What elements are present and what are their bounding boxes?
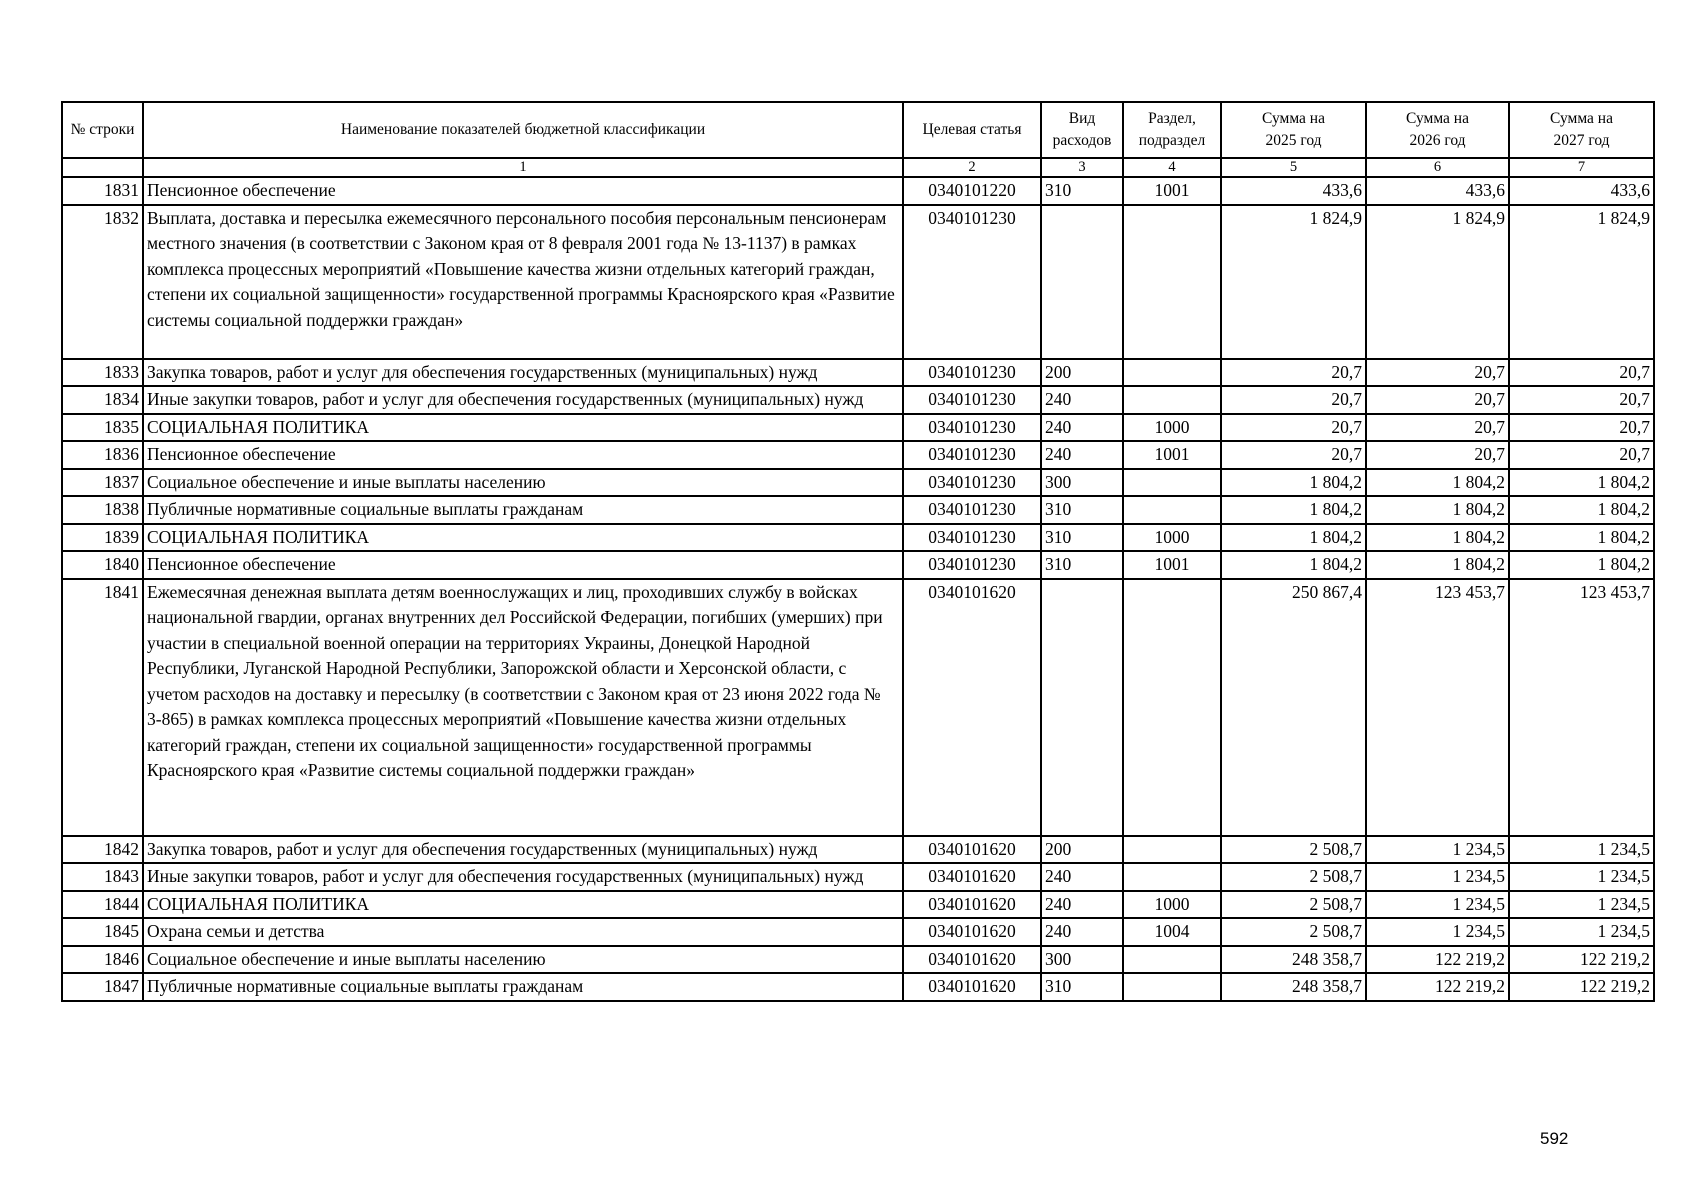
row-number: 1838 [62, 496, 143, 524]
row-sum-2025: 248 358,7 [1221, 946, 1366, 974]
row-target-article: 0340101620 [903, 891, 1041, 919]
column-number: 2 [903, 158, 1041, 177]
row-number: 1840 [62, 551, 143, 579]
row-number: 1833 [62, 359, 143, 387]
row-expense-kind: 310 [1041, 496, 1123, 524]
table-row [62, 524, 1654, 552]
row-expense-kind: 240 [1041, 441, 1123, 469]
column-number [62, 158, 143, 177]
table-row [62, 579, 1654, 836]
row-sum-2025: 2 508,7 [1221, 918, 1366, 946]
row-sum-2026: 1 804,2 [1366, 496, 1509, 524]
header-sum-2026-line2: 2026 год [1409, 132, 1466, 149]
table-row [62, 946, 1654, 974]
row-name: Социальное обеспечение и иные выплаты населению [143, 469, 903, 497]
row-target-article: 0340101620 [903, 918, 1041, 946]
row-sum-2027: 1 234,5 [1509, 918, 1654, 946]
column-number: 4 [1123, 158, 1221, 177]
row-section [1123, 205, 1221, 359]
header-target-article: Целевая статья [903, 102, 1041, 158]
row-sum-2026: 1 234,5 [1366, 863, 1509, 891]
row-sum-2027: 1 804,2 [1509, 551, 1654, 579]
row-name: Публичные нормативные социальные выплаты гражданам [143, 496, 903, 524]
row-sum-2025: 2 508,7 [1221, 891, 1366, 919]
row-sum-2027: 123 453,7 [1509, 579, 1654, 836]
column-number: 7 [1509, 158, 1654, 177]
table-row [62, 205, 1654, 359]
table-row [62, 386, 1654, 414]
header-expense-kind [1041, 102, 1123, 158]
row-section [1123, 386, 1221, 414]
row-sum-2026: 20,7 [1366, 359, 1509, 387]
table-row [62, 469, 1654, 497]
header-expense-kind-line2: расходов [1052, 132, 1112, 149]
row-expense-kind: 240 [1041, 414, 1123, 442]
row-target-article: 0340101620 [903, 863, 1041, 891]
row-section [1123, 863, 1221, 891]
row-section [1123, 579, 1221, 836]
row-name: Социальное обеспечение и иные выплаты населению [143, 946, 903, 974]
row-sum-2025: 2 508,7 [1221, 836, 1366, 864]
row-name: Публичные нормативные социальные выплаты гражданам [143, 973, 903, 1001]
header-sum-2025-line1: Сумма на [1262, 110, 1325, 127]
row-expense-kind: 310 [1041, 551, 1123, 579]
row-number: 1839 [62, 524, 143, 552]
row-sum-2026: 123 453,7 [1366, 579, 1509, 836]
row-sum-2026: 1 824,9 [1366, 205, 1509, 359]
row-number: 1846 [62, 946, 143, 974]
row-name: Пенсионное обеспечение [143, 441, 903, 469]
row-sum-2025: 248 358,7 [1221, 973, 1366, 1001]
row-sum-2027: 20,7 [1509, 441, 1654, 469]
table-row [62, 836, 1654, 864]
row-expense-kind: 310 [1041, 973, 1123, 1001]
row-sum-2025: 20,7 [1221, 359, 1366, 387]
row-expense-kind: 310 [1041, 177, 1123, 205]
row-name: Иные закупки товаров, работ и услуг для обеспечения государственных (муниципальных) нужд [143, 386, 903, 414]
row-sum-2027: 1 804,2 [1509, 496, 1654, 524]
row-sum-2027: 122 219,2 [1509, 946, 1654, 974]
table-row [62, 863, 1654, 891]
row-section [1123, 946, 1221, 974]
row-sum-2026: 1 804,2 [1366, 524, 1509, 552]
row-sum-2026: 1 804,2 [1366, 551, 1509, 579]
row-name: СОЦИАЛЬНАЯ ПОЛИТИКА [143, 414, 903, 442]
row-expense-kind: 310 [1041, 524, 1123, 552]
row-expense-kind: 200 [1041, 836, 1123, 864]
row-number: 1844 [62, 891, 143, 919]
row-name: Пенсионное обеспечение [143, 551, 903, 579]
header-expense-kind-line1: Вид [1068, 110, 1096, 127]
header-sum-2025 [1221, 102, 1366, 158]
header-name: Наименование показателей бюджетной классификации [143, 102, 903, 158]
row-target-article: 0340101230 [903, 359, 1041, 387]
row-target-article: 0340101230 [903, 205, 1041, 359]
row-sum-2027: 1 234,5 [1509, 836, 1654, 864]
row-target-article: 0340101220 [903, 177, 1041, 205]
row-target-article: 0340101230 [903, 441, 1041, 469]
table-row [62, 441, 1654, 469]
header-row [62, 102, 1654, 158]
row-target-article: 0340101620 [903, 973, 1041, 1001]
row-sum-2027: 20,7 [1509, 414, 1654, 442]
header-sum-2027-line2: 2027 год [1553, 132, 1610, 149]
budget-table [61, 101, 1655, 1002]
row-expense-kind: 300 [1041, 946, 1123, 974]
row-number: 1847 [62, 973, 143, 1001]
row-sum-2025: 2 508,7 [1221, 863, 1366, 891]
row-sum-2025: 1 804,2 [1221, 551, 1366, 579]
row-sum-2025: 250 867,4 [1221, 579, 1366, 836]
row-sum-2026: 1 234,5 [1366, 918, 1509, 946]
row-section: 1001 [1123, 551, 1221, 579]
row-sum-2025: 20,7 [1221, 414, 1366, 442]
row-expense-kind: 240 [1041, 863, 1123, 891]
row-target-article: 0340101620 [903, 836, 1041, 864]
row-number: 1841 [62, 579, 143, 836]
table-row [62, 891, 1654, 919]
row-name: Иные закупки товаров, работ и услуг для обеспечения государственных (муниципальных) нужд [143, 863, 903, 891]
header-section [1123, 102, 1221, 158]
row-target-article: 0340101230 [903, 551, 1041, 579]
row-section [1123, 496, 1221, 524]
row-target-article: 0340101230 [903, 496, 1041, 524]
row-sum-2026: 122 219,2 [1366, 973, 1509, 1001]
row-section [1123, 836, 1221, 864]
page-number: 592 [1540, 1129, 1569, 1148]
row-sum-2026: 1 234,5 [1366, 836, 1509, 864]
header-section-line1: Раздел, [1148, 110, 1196, 127]
table-row [62, 359, 1654, 387]
row-number: 1842 [62, 836, 143, 864]
row-expense-kind: 200 [1041, 359, 1123, 387]
row-number: 1834 [62, 386, 143, 414]
row-section [1123, 973, 1221, 1001]
row-target-article: 0340101230 [903, 524, 1041, 552]
row-sum-2025: 20,7 [1221, 386, 1366, 414]
row-section: 1001 [1123, 177, 1221, 205]
table-row [62, 551, 1654, 579]
row-sum-2026: 20,7 [1366, 386, 1509, 414]
row-name: Пенсионное обеспечение [143, 177, 903, 205]
column-number: 1 [143, 158, 903, 177]
row-target-article: 0340101230 [903, 469, 1041, 497]
row-sum-2025: 1 824,9 [1221, 205, 1366, 359]
row-section [1123, 359, 1221, 387]
column-number: 3 [1041, 158, 1123, 177]
row-sum-2027: 1 824,9 [1509, 205, 1654, 359]
table-row [62, 918, 1654, 946]
column-number-row [62, 158, 1654, 177]
table-row [62, 973, 1654, 1001]
row-sum-2027: 20,7 [1509, 359, 1654, 387]
header-section-line2: подраздел [1138, 132, 1206, 149]
row-name: Закупка товаров, работ и услуг для обеспечения государственных (муниципальных) нужд [143, 359, 903, 387]
row-sum-2027: 1 804,2 [1509, 469, 1654, 497]
row-expense-kind: 240 [1041, 386, 1123, 414]
row-sum-2027: 433,6 [1509, 177, 1654, 205]
header-sum-2027-line1: Сумма на [1550, 110, 1613, 127]
row-number: 1832 [62, 205, 143, 359]
header-sum-2026 [1366, 102, 1509, 158]
row-sum-2025: 433,6 [1221, 177, 1366, 205]
row-section: 1000 [1123, 524, 1221, 552]
row-sum-2025: 1 804,2 [1221, 469, 1366, 497]
row-expense-kind: 300 [1041, 469, 1123, 497]
row-section: 1000 [1123, 891, 1221, 919]
row-sum-2026: 122 219,2 [1366, 946, 1509, 974]
row-name: Охрана семьи и детства [143, 918, 903, 946]
row-name: Выплата, доставка и пересылка ежемесячного персонального пособия персональным пенсионерам местного значения (в соответствии с Законом края от 8 февраля 2001 года № 13-1137) в рамках комплекса процессных мероприятий «Повышение качества жизни отдельных категорий граждан, степени их социальной защищенности» государственной программы Красноярского края «Развитие системы социальной поддержки граждан» [143, 205, 903, 359]
header-sum-2027 [1509, 102, 1654, 158]
row-name: СОЦИАЛЬНАЯ ПОЛИТИКА [143, 524, 903, 552]
row-name: СОЦИАЛЬНАЯ ПОЛИТИКА [143, 891, 903, 919]
table-row [62, 496, 1654, 524]
column-number: 5 [1221, 158, 1366, 177]
column-number: 6 [1366, 158, 1509, 177]
row-name: Закупка товаров, работ и услуг для обеспечения государственных (муниципальных) нужд [143, 836, 903, 864]
row-sum-2027: 1 804,2 [1509, 524, 1654, 552]
row-sum-2025: 1 804,2 [1221, 524, 1366, 552]
row-sum-2026: 1 804,2 [1366, 469, 1509, 497]
row-sum-2027: 1 234,5 [1509, 863, 1654, 891]
row-expense-kind: 240 [1041, 918, 1123, 946]
row-expense-kind [1041, 205, 1123, 359]
row-target-article: 0340101620 [903, 946, 1041, 974]
header-row-number: № строки [62, 102, 143, 158]
header-sum-2026-line1: Сумма на [1406, 110, 1469, 127]
row-number: 1836 [62, 441, 143, 469]
row-number: 1831 [62, 177, 143, 205]
row-sum-2027: 20,7 [1509, 386, 1654, 414]
row-number: 1835 [62, 414, 143, 442]
row-sum-2026: 433,6 [1366, 177, 1509, 205]
row-number: 1845 [62, 918, 143, 946]
row-section [1123, 469, 1221, 497]
row-sum-2025: 1 804,2 [1221, 496, 1366, 524]
header-sum-2025-line2: 2025 год [1265, 132, 1322, 149]
row-target-article: 0340101620 [903, 579, 1041, 836]
row-sum-2026: 20,7 [1366, 414, 1509, 442]
row-sum-2026: 20,7 [1366, 441, 1509, 469]
row-sum-2027: 122 219,2 [1509, 973, 1654, 1001]
row-expense-kind [1041, 579, 1123, 836]
row-target-article: 0340101230 [903, 386, 1041, 414]
table-row [62, 177, 1654, 205]
row-section: 1000 [1123, 414, 1221, 442]
row-section: 1001 [1123, 441, 1221, 469]
row-sum-2025: 20,7 [1221, 441, 1366, 469]
row-target-article: 0340101230 [903, 414, 1041, 442]
row-name: Ежемесячная денежная выплата детям военнослужащих и лиц, проходивших службу в войсках национальной гвардии, органах внутренних дел Российской Федерации, погибших (умерших) при участии в специальной военной операции на территориях Украины, Донецкой Народной Республики, Луганской Народной Республики, Запорожской области и Херсонской области, с учетом расходов на доставку и пересылку (в соответствии с Законом края от 23 июня 2022 года № 3-865) в рамках комплекса процессных мероприятий «Повышение качества жизни отдельных категорий граждан, степени их социальной защищенности» государственной программы Красноярского края «Развитие системы социальной поддержки граждан» [143, 579, 903, 836]
row-number: 1843 [62, 863, 143, 891]
row-expense-kind: 240 [1041, 891, 1123, 919]
row-number: 1837 [62, 469, 143, 497]
row-section: 1004 [1123, 918, 1221, 946]
row-sum-2027: 1 234,5 [1509, 891, 1654, 919]
table-row [62, 414, 1654, 442]
row-sum-2026: 1 234,5 [1366, 891, 1509, 919]
